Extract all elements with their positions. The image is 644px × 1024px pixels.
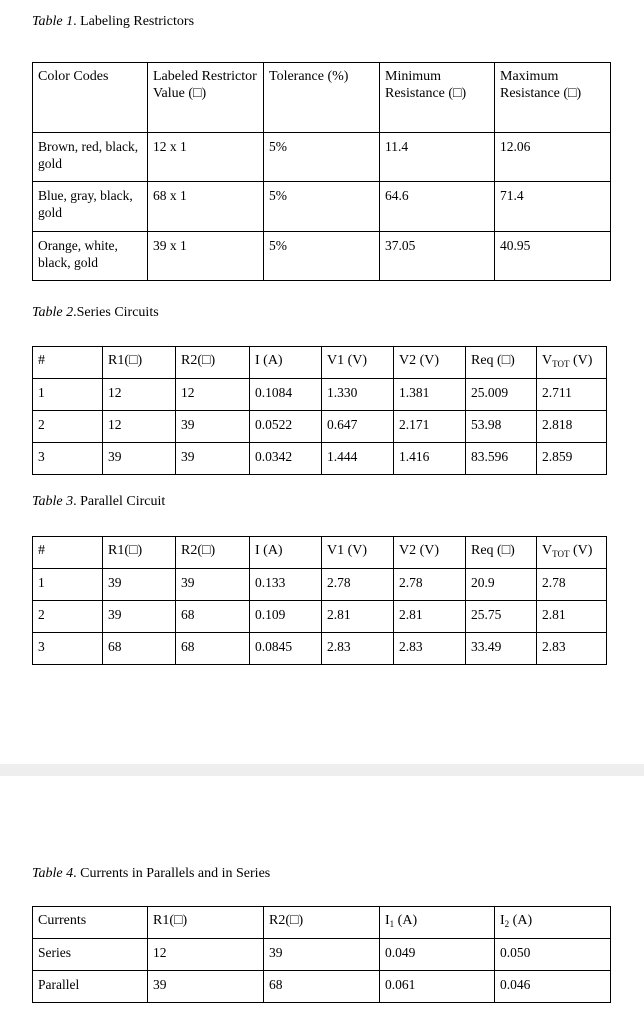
table-cell: 5% (264, 232, 380, 281)
table4 (32, 906, 611, 1003)
table-cell: 2 (33, 601, 103, 633)
table-cell: Parallel (33, 971, 148, 1003)
table-cell: 39 (103, 569, 176, 601)
table2-number: Table 2 (32, 305, 74, 320)
table1-header-maximum: Maximum Resistance (□) (495, 63, 611, 133)
table3-header-current: I (A) (250, 537, 322, 569)
table3-number: Table 3 (32, 494, 74, 509)
table-cell: 0.0342 (250, 443, 322, 475)
table-cell: 3 (33, 633, 103, 665)
table2-title: .Series Circuits (73, 305, 159, 320)
table-cell: 2.171 (394, 411, 466, 443)
table-cell: 0.050 (495, 939, 611, 971)
table-cell: 1.330 (322, 379, 394, 411)
table-cell: 64.6 (380, 182, 495, 232)
table2-header-v2: V2 (V) (394, 347, 466, 379)
table-cell: 71.4 (495, 182, 611, 232)
table-cell: 0.0845 (250, 633, 322, 665)
table-cell: 2.78 (394, 569, 466, 601)
table-cell: 68 x 1 (148, 182, 264, 232)
table-cell: 25.75 (466, 601, 537, 633)
table-row (33, 232, 611, 281)
table-row (33, 939, 611, 971)
table-cell: 0.049 (380, 939, 495, 971)
table4-header-r1: R1(□) (148, 907, 264, 939)
table-cell: 39 x 1 (148, 232, 264, 281)
table-cell: 53.98 (466, 411, 537, 443)
table-cell: 2.711 (537, 379, 607, 411)
table-cell: 68 (103, 633, 176, 665)
table4-header-i2: $I_2$ (A) (495, 907, 611, 939)
table-cell: Orange, white, black, gold (33, 232, 148, 281)
table2-header-vtot: $V_{TOT}$ (V) (537, 347, 607, 379)
table-cell: 0.0522 (250, 411, 322, 443)
table-cell: 2.81 (394, 601, 466, 633)
table-cell: 0.046 (495, 971, 611, 1003)
table-cell: 0.109 (250, 601, 322, 633)
table3-header-number: # (33, 537, 103, 569)
table-row (33, 133, 611, 182)
table2-header-row (33, 347, 607, 379)
table-row (33, 379, 607, 411)
table-cell: 12 x 1 (148, 133, 264, 182)
table-cell: 1 (33, 379, 103, 411)
table-cell: 39 (103, 443, 176, 475)
table3-header-v2: V2 (V) (394, 537, 466, 569)
table-cell: 2.818 (537, 411, 607, 443)
table2-header-current: I (A) (250, 347, 322, 379)
table-cell: 12 (148, 939, 264, 971)
table-cell: 1.416 (394, 443, 466, 475)
table-cell: 12 (103, 379, 176, 411)
table-cell: 20.9 (466, 569, 537, 601)
table-cell: Series (33, 939, 148, 971)
table-cell: 11.4 (380, 133, 495, 182)
table3-title: . Parallel Circuit (73, 494, 166, 509)
table-cell: 68 (176, 601, 250, 633)
table-cell: 5% (264, 182, 380, 232)
document-page-2 (0, 776, 644, 1024)
table3-header-v1: V1 (V) (322, 537, 394, 569)
table-cell: Brown, red, black, gold (33, 133, 148, 182)
table1-header-minimum: Minimum Resistance (□) (380, 63, 495, 133)
table3-header-vtot: $V_{TOT}$ (V) (537, 537, 607, 569)
table1-header-row (33, 63, 611, 133)
table-cell: 2.78 (537, 569, 607, 601)
table-cell: Blue, gray, black, gold (33, 182, 148, 232)
table4-header-r2: R2(□) (264, 907, 380, 939)
table4-header-i1: $I_1$ (A) (380, 907, 495, 939)
table1-header-color-codes: Color Codes (33, 63, 148, 133)
table-cell: 2 (33, 411, 103, 443)
table-cell: 12.06 (495, 133, 611, 182)
table-cell: 83.596 (466, 443, 537, 475)
table4-number: Table 4 (32, 866, 74, 881)
page-separator (0, 764, 644, 776)
table4-header-row (33, 907, 611, 939)
table4-title: . Currents in Parallels and in Series (73, 866, 271, 881)
table2-caption (32, 305, 159, 321)
table-cell: 37.05 (380, 232, 495, 281)
table3-header-row (33, 537, 607, 569)
table-cell: 1.381 (394, 379, 466, 411)
table4-caption (32, 866, 270, 882)
table-cell: 1 (33, 569, 103, 601)
table-cell: 39 (176, 569, 250, 601)
table-row (33, 971, 611, 1003)
table-cell: 39 (103, 601, 176, 633)
table-cell: 68 (176, 633, 250, 665)
table-row (33, 182, 611, 232)
table2-header-r1: R1(□) (103, 347, 176, 379)
table-cell: 0.133 (250, 569, 322, 601)
table-cell: 12 (103, 411, 176, 443)
table4-header-currents: Currents (33, 907, 148, 939)
table-cell: 2.78 (322, 569, 394, 601)
table-cell: 2.83 (394, 633, 466, 665)
table-row (33, 443, 607, 475)
table-cell: 33.49 (466, 633, 537, 665)
table2-header-r2: R2(□) (176, 347, 250, 379)
table3 (32, 536, 607, 665)
table-cell: 2.83 (537, 633, 607, 665)
table-cell: 39 (176, 443, 250, 475)
table-cell: 0.647 (322, 411, 394, 443)
table2 (32, 346, 607, 475)
table-cell: 39 (176, 411, 250, 443)
table1-title: . Labeling Restrictors (73, 14, 195, 29)
table3-header-r2: R2(□) (176, 537, 250, 569)
table-row (33, 569, 607, 601)
table3-caption (32, 494, 165, 510)
table1-number: Table 1 (32, 14, 74, 29)
table-cell: 1.444 (322, 443, 394, 475)
table-cell: 2.81 (537, 601, 607, 633)
table1 (32, 62, 611, 281)
table-cell: 0.1084 (250, 379, 322, 411)
table-row (33, 633, 607, 665)
table-cell: 12 (176, 379, 250, 411)
table-cell: 40.95 (495, 232, 611, 281)
table2-header-v1: V1 (V) (322, 347, 394, 379)
table-cell: 25.009 (466, 379, 537, 411)
table-row (33, 411, 607, 443)
table3-header-req: Req (□) (466, 537, 537, 569)
table1-header-labeled-value: Labeled Restrictor Value (□) (148, 63, 264, 133)
table-cell: 2.83 (322, 633, 394, 665)
table-cell: 5% (264, 133, 380, 182)
table-cell: 2.859 (537, 443, 607, 475)
table-cell: 2.81 (322, 601, 394, 633)
table2-header-req: Req (□) (466, 347, 537, 379)
table3-header-r1: R1(□) (103, 537, 176, 569)
table2-header-number: # (33, 347, 103, 379)
table-row (33, 601, 607, 633)
table-cell: 39 (264, 939, 380, 971)
table-cell: 3 (33, 443, 103, 475)
table-cell: 0.061 (380, 971, 495, 1003)
table-cell: 39 (148, 971, 264, 1003)
table1-caption (32, 14, 194, 30)
table1-header-tolerance: Tolerance (%) (264, 63, 380, 133)
table-cell: 68 (264, 971, 380, 1003)
